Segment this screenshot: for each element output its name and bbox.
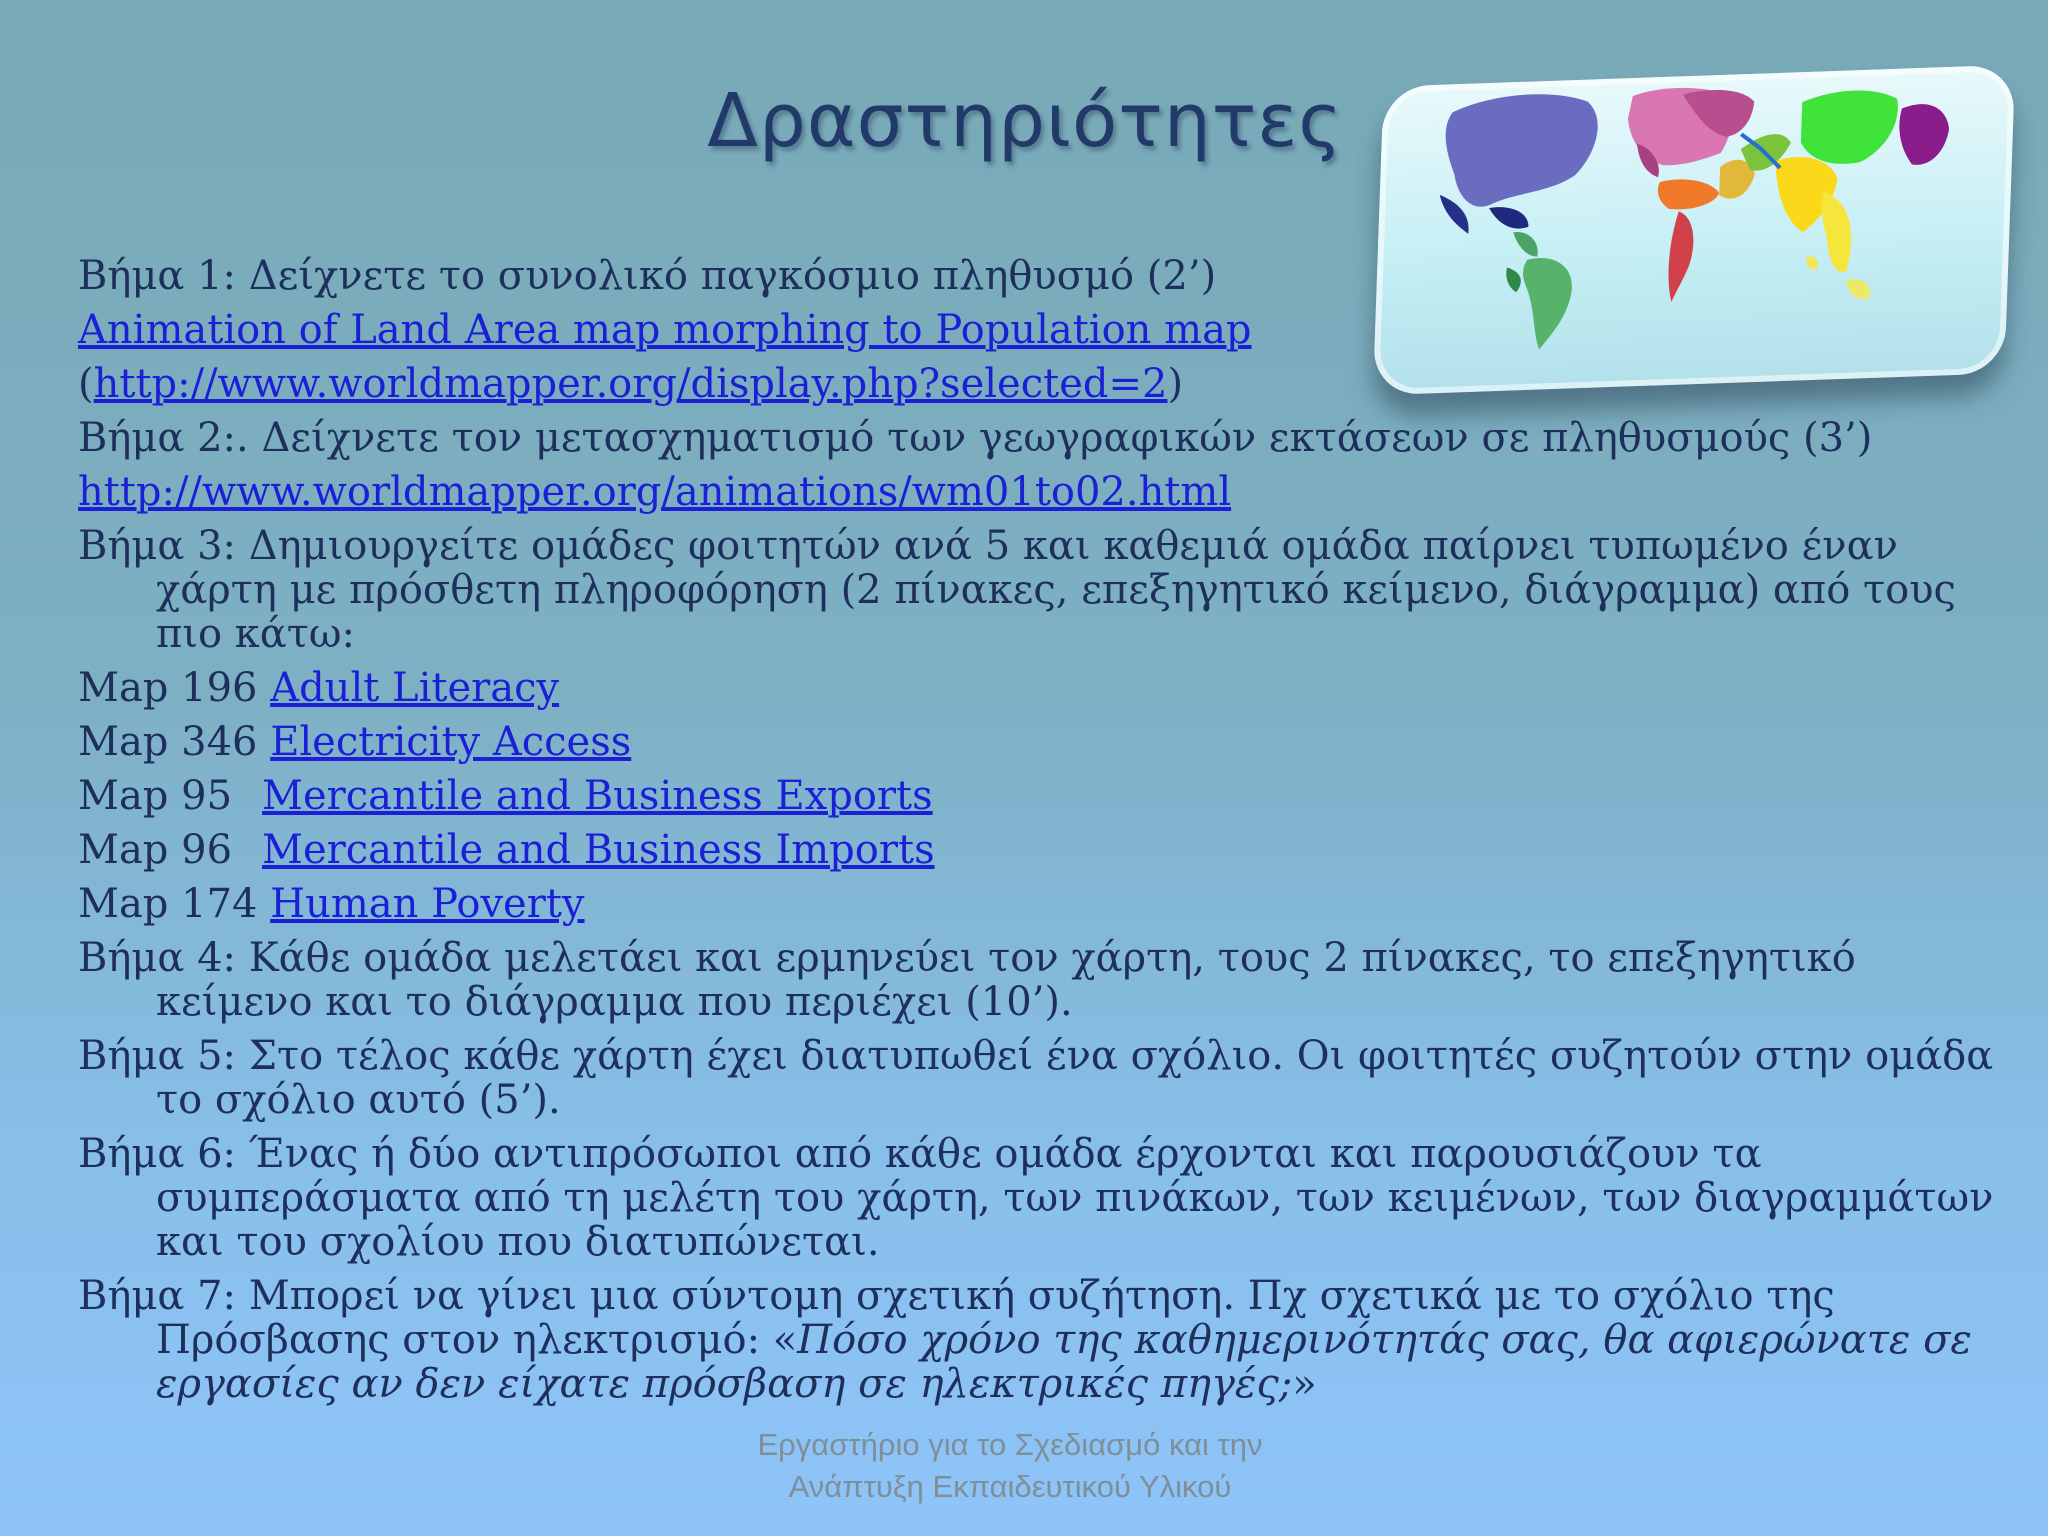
step-7 [78,1274,1998,1406]
map-item [78,882,1998,926]
map-link-adult-literacy[interactable]: Adult Literacy [270,665,560,711]
slide-title: Δραστηριότητες [707,78,1343,164]
map-item [78,774,1998,818]
footer-line-2: Ανάπτυξη Εκπαιδευτικού Υλικού [788,1469,1232,1504]
map-item [78,666,1998,710]
footer-line-1: Εργαστήριο για το Σχεδιασμό και την [757,1427,1263,1462]
step-1: Βήμα 1: Δείχνετε το συνολικό παγκόσμιο πληθυσμό (2’) [78,253,1217,299]
map-link-imports[interactable]: Mercantile and Business Imports [262,827,935,873]
map-prefix: Map 95 [78,773,233,819]
worldmapper-animation-link[interactable]: http://www.worldmapper.org/animations/wm01to02.html [78,469,1232,515]
step-4: Βήμα 4: Κάθε ομάδα μελετάει και ερμηνεύει τον χάρτη, τους 2 πίνακες, το επεξηγητικό κείμενο και το διάγραμμα που περιέχει (10’). [78,935,1856,1025]
step-3: Βήμα 3: Δημιουργείτε ομάδες φοιτητών ανά 5 και καθεμιά ομάδα παίρνει τυπωμένο έναν χάρτη με πρόσθετη πληροφόρηση (2 πίνακες, επεξηγητικό κείμενο, διάγραμμα) από τους πιο κάτω: [78,523,1956,657]
map-prefix: Map 196 [78,665,271,711]
map-item [78,720,1998,764]
map-link-electricity-access[interactable]: Electricity Access [270,719,632,765]
step-6: Βήμα 6: Ένας ή δύο αντιπρόσωποι από κάθε ομάδα έρχονται και παρουσιάζουν τα συμπεράσματα από τη μελέτη του χάρτη, των πινάκων, των κειμένων, των διαγραμμάτων και του σχολίου που διατυπώνεται. [78,1131,1994,1265]
worldmapper-display-link[interactable]: http://www.worldmapper.org/display.php?selected=2 [93,361,1168,407]
step-2: Βήμα 2:. Δείχνετε τον μετασχηματισμό των γεωγραφικών εκτάσεων σε πληθυσμούς (3’) [78,415,1873,461]
map-link-exports[interactable]: Mercantile and Business Exports [262,773,933,819]
step-2-url-line [78,470,1998,514]
map-item [78,828,1998,872]
step-7-close: » [1292,1361,1317,1407]
animation-link[interactable]: Animation of Land Area map morphing to Population map [78,307,1252,353]
step-7-quote: Πόσο χρόνο της καθημερινότητάς σας, θα αφιερώνατε σε εργασίες αν δεν είχατε πρόσβαση σε ηλεκτρικές πηγές; [156,1317,1972,1407]
step-1-animation-link-line [78,308,1998,352]
slide-footer [650,1424,1370,1508]
step-7-text: Βήμα 7: Μπορεί να γίνει μια σύντομη σχετική συζήτηση. Πχ σχετικά με το σχόλιο της Πρόσβασης στον ηλεκτρισμό: « [78,1273,1835,1363]
open-paren: ( [78,361,94,407]
step-1-url-line [78,362,1998,406]
slide-body [78,254,1998,1416]
map-prefix: Map 346 [78,719,271,765]
close-paren: ) [1167,361,1184,407]
map-prefix: Map 96 [78,827,233,873]
map-prefix: Map 174 [78,881,271,927]
step-5: Βήμα 5: Στο τέλος κάθε χάρτη έχει διατυπωθεί ένα σχόλιο. Οι φοιτητές συζητούν στην ομάδα το σχόλιο αυτό (5’). [78,1033,1994,1123]
map-link-human-poverty[interactable]: Human Poverty [270,881,585,927]
